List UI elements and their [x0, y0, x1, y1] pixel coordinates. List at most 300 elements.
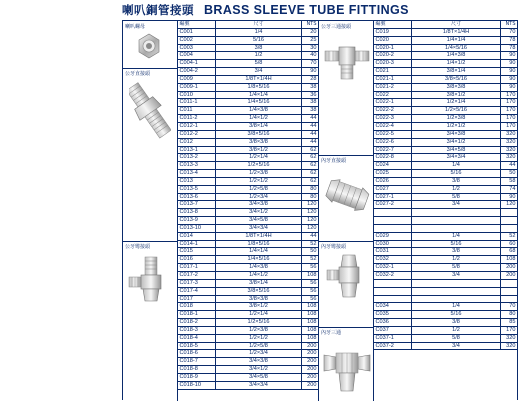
part-size: 1/4×5/16	[412, 45, 501, 52]
part-price: 108	[307, 326, 317, 333]
part-code: C031	[374, 248, 412, 255]
table-row	[374, 107, 517, 115]
part-price: 56	[310, 287, 317, 294]
part-price: 44	[310, 138, 317, 145]
part-price	[501, 217, 517, 224]
part-code: C018-9	[178, 374, 216, 381]
male-connector-image	[129, 79, 171, 145]
part-code: C014-1	[178, 241, 216, 248]
part-code: C027-2	[374, 201, 412, 208]
part-size: 1/8T×1/4H	[412, 29, 501, 36]
part-size: 3/8×3/8	[216, 139, 302, 146]
part-price: 200	[307, 366, 317, 373]
part-price: 320	[506, 342, 516, 349]
part-price: 200	[307, 373, 317, 380]
part-price: 108	[307, 319, 317, 326]
table-row	[374, 264, 517, 272]
part-price: 120	[307, 217, 317, 224]
part-code: C001	[178, 29, 216, 36]
group-label-female-tee: 內牙三通	[321, 330, 342, 336]
right-photo-column	[319, 21, 374, 401]
part-code: C004	[178, 52, 216, 59]
catalog-sheet	[122, 20, 518, 400]
part-code: C012-1	[178, 123, 216, 130]
part-code: C013-7	[178, 201, 216, 208]
part-code: C003	[178, 45, 216, 52]
table-row	[178, 264, 318, 272]
table-row	[374, 241, 517, 249]
part-code: C013-8	[178, 209, 216, 216]
group-divider	[319, 327, 374, 328]
part-code: C010	[178, 92, 216, 99]
part-price: 56	[310, 264, 317, 271]
part-code: C018	[178, 303, 216, 310]
part-price: 78	[509, 36, 516, 43]
left-parts-table	[178, 21, 318, 390]
part-size: 3/4×3/4	[412, 154, 501, 161]
table-row	[178, 154, 318, 162]
part-size: 3/8×1/2	[216, 147, 302, 154]
part-size: 3/4	[412, 201, 501, 208]
table-row	[178, 358, 318, 366]
part-size	[412, 296, 501, 303]
part-code	[374, 209, 412, 216]
part-code: C022-8	[374, 154, 412, 161]
part-size: 1/2	[412, 186, 501, 193]
table-row	[374, 335, 517, 343]
part-size: 3/4×3/8	[412, 131, 501, 138]
part-price: 120	[307, 209, 317, 216]
group-label-male-elbow: 公牙彎接頭	[125, 244, 151, 250]
part-price: 170	[506, 107, 516, 114]
table-row	[374, 233, 517, 241]
table-row	[178, 139, 318, 147]
table-row	[178, 217, 318, 225]
part-size: 1/8×5/16	[216, 84, 302, 91]
part-price: 90	[509, 83, 516, 90]
group-label-male-tee: 公牙三通接頭	[321, 24, 352, 30]
header-size: 尺寸	[216, 21, 302, 28]
part-price: 30	[310, 44, 317, 51]
part-price: 320	[506, 138, 516, 145]
part-price: 36	[310, 91, 317, 98]
part-code	[374, 296, 412, 303]
part-size: 1/4×3/8	[216, 264, 302, 271]
group-divider	[319, 155, 374, 156]
part-size: 1/2×3/4	[216, 194, 302, 201]
table-row	[374, 248, 517, 256]
table-row	[178, 76, 318, 84]
part-size: 1/8T×1/4H	[216, 233, 302, 240]
part-size: 3/8×5/16	[216, 288, 302, 295]
male-elbow-image	[127, 253, 173, 305]
part-code: C037	[374, 327, 412, 334]
part-size: 1/4×5/16	[216, 99, 302, 106]
left-catalog-half	[123, 21, 319, 401]
header-nts: NTS	[306, 21, 317, 27]
part-price: 108	[307, 334, 317, 341]
table-row	[178, 366, 318, 374]
table-row	[178, 107, 318, 115]
part-size: 1/4	[216, 29, 302, 36]
table-row	[374, 256, 517, 264]
part-size: 3/4×1/2	[216, 366, 302, 373]
part-size: 3/8	[216, 45, 302, 52]
table-row	[178, 29, 318, 37]
table-row	[178, 115, 318, 123]
part-size: 1/4×5/16	[216, 256, 302, 263]
table-header	[374, 21, 517, 29]
part-price: 40	[310, 52, 317, 59]
table-row	[374, 147, 517, 155]
part-code	[374, 280, 412, 287]
table-row	[374, 217, 517, 225]
part-price	[501, 296, 517, 303]
part-price: 68	[509, 248, 516, 255]
group-label-female-connector: 內牙直接頭	[321, 158, 347, 164]
table-row	[178, 248, 318, 256]
part-code: C037-2	[374, 343, 412, 350]
table-row	[178, 84, 318, 92]
part-size: 3/4×5/8	[216, 217, 302, 224]
part-code: C013	[178, 178, 216, 185]
part-size: 1/2	[412, 256, 501, 263]
part-size: 5/16	[412, 170, 501, 177]
part-price: 62	[310, 170, 317, 177]
part-code: C022-3	[374, 115, 412, 122]
part-price: 50	[310, 248, 317, 255]
table-row	[178, 186, 318, 194]
part-code: C018-10	[178, 382, 216, 389]
part-code: C009	[178, 76, 216, 83]
part-price: 70	[509, 303, 516, 310]
part-size: 3/4	[412, 343, 501, 350]
part-code: C013-2	[178, 154, 216, 161]
table-row	[178, 311, 318, 319]
part-price: 44	[310, 232, 317, 239]
part-price: 62	[310, 177, 317, 184]
table-row	[374, 343, 517, 351]
part-code: C004-1	[178, 60, 216, 67]
part-price	[501, 225, 517, 232]
part-size: 1/8T×1/4H	[216, 76, 302, 83]
part-code: C026	[374, 178, 412, 185]
part-code: C017	[178, 296, 216, 303]
part-price: 74	[509, 185, 516, 192]
table-row	[374, 225, 517, 233]
part-price: 70	[509, 28, 516, 35]
part-price	[501, 209, 517, 216]
table-row	[178, 303, 318, 311]
part-size: 1/2×3/8	[412, 115, 501, 122]
table-row	[178, 343, 318, 351]
part-size: 1/4×1/4	[216, 248, 302, 255]
table-row	[178, 123, 318, 131]
part-size: 1/2×5/16	[216, 319, 302, 326]
part-code: C020-2	[374, 52, 412, 59]
part-price: 320	[506, 334, 516, 341]
part-price: 60	[509, 240, 516, 247]
part-code: C012-2	[178, 131, 216, 138]
table-row	[178, 194, 318, 202]
group-label-male-connector: 公牙直接頭	[125, 71, 151, 77]
part-code: C018-2	[178, 319, 216, 326]
table-row	[374, 60, 517, 68]
part-size: 3/4	[412, 272, 501, 279]
table-row	[178, 382, 318, 390]
part-size: 3/8	[412, 319, 501, 326]
part-price: 78	[509, 44, 516, 51]
part-size: 1/2×5/16	[216, 162, 302, 169]
part-code: C036	[374, 319, 412, 326]
table-row	[374, 139, 517, 147]
part-size: 5/8	[412, 194, 501, 201]
part-code: C013-3	[178, 162, 216, 169]
table-header	[178, 21, 318, 29]
header-code: 編號	[374, 21, 412, 28]
part-price: 108	[307, 272, 317, 278]
table-row	[178, 92, 318, 100]
table-row	[178, 37, 318, 45]
part-code: C013-4	[178, 170, 216, 177]
part-size: 3/8×1/4	[412, 68, 501, 75]
part-code: C020	[374, 37, 412, 44]
part-size: 1/2×3/4	[216, 350, 302, 357]
part-size	[412, 209, 501, 216]
table-row	[374, 99, 517, 107]
part-size: 5/8	[412, 335, 501, 342]
table-row	[374, 76, 517, 84]
part-price: 90	[509, 52, 516, 59]
part-code: C016	[178, 256, 216, 263]
table-row	[178, 178, 318, 186]
part-size: 1/8×5/16	[216, 241, 302, 248]
part-size	[412, 217, 501, 224]
part-price: 56	[310, 279, 317, 286]
part-code: C002	[178, 37, 216, 44]
flare-nut-image	[133, 30, 165, 62]
part-code: C024	[374, 162, 412, 169]
table-row	[374, 29, 517, 37]
part-price: 52	[310, 256, 317, 263]
part-size: 5/16	[412, 311, 501, 318]
part-code: C021-1	[374, 76, 412, 83]
part-size: 1/2×1/2	[412, 123, 501, 130]
part-size: 3/8×5/16	[412, 76, 501, 83]
part-code: C018-5	[178, 343, 216, 350]
table-row	[178, 233, 318, 241]
table-row	[178, 60, 318, 68]
part-price: 85	[509, 319, 516, 326]
header-size: 尺寸	[412, 21, 501, 28]
header-code: 編號	[178, 21, 216, 28]
part-size: 3/4×3/4	[216, 382, 302, 389]
part-size: 3/4×5/8	[412, 147, 501, 154]
part-code: C027	[374, 186, 412, 193]
part-size: 3/4×1/2	[216, 209, 302, 216]
part-code: C022-1	[374, 99, 412, 106]
part-price: 200	[307, 350, 317, 357]
table-row	[374, 288, 517, 296]
table-row	[178, 45, 318, 53]
part-size: 3/4×3/8	[216, 358, 302, 365]
table-row	[374, 84, 517, 92]
part-code: C022-6	[374, 139, 412, 146]
part-price: 62	[310, 146, 317, 153]
part-code: C017-3	[178, 280, 216, 287]
table-row	[374, 319, 517, 327]
part-price: 320	[506, 130, 516, 137]
part-price: 80	[509, 311, 516, 318]
table-row	[374, 162, 517, 170]
part-size: 1/4×1/2	[412, 60, 501, 67]
table-row	[178, 68, 318, 76]
table-row	[178, 327, 318, 335]
part-size: 3/8×1/4	[216, 280, 302, 287]
female-tee-image	[322, 341, 372, 395]
part-size: 3/4×3/8	[216, 201, 302, 208]
part-size: 3/8×1/4	[216, 123, 302, 130]
part-code: C013-6	[178, 194, 216, 201]
table-row	[374, 296, 517, 304]
part-size: 1/2×1/2	[216, 178, 302, 185]
table-row	[178, 374, 318, 382]
table-row	[374, 45, 517, 53]
part-code: C022-2	[374, 107, 412, 114]
part-size: 1/2	[412, 327, 501, 334]
part-size: 1/2×1/2	[216, 335, 302, 342]
part-size: 3/8×1/2	[412, 92, 501, 99]
part-price: 44	[310, 130, 317, 137]
part-size: 1/2×3/8	[216, 170, 302, 177]
part-code: C032-1	[374, 264, 412, 271]
part-price: 170	[506, 99, 516, 106]
part-price: 200	[307, 381, 317, 388]
part-price: 62	[310, 154, 317, 161]
part-size: 1/4×3/8	[412, 52, 501, 59]
table-row	[374, 68, 517, 76]
table-row	[374, 311, 517, 319]
table-row	[374, 272, 517, 280]
part-size: 3/8×1/2	[216, 303, 302, 310]
part-price: 120	[307, 224, 317, 231]
table-row	[178, 170, 318, 178]
part-size: 1/4×1/2	[216, 115, 302, 122]
part-price: 50	[509, 170, 516, 177]
part-size	[412, 280, 501, 287]
part-price: 58	[509, 177, 516, 184]
part-price: 320	[506, 146, 516, 153]
part-price: 44	[509, 162, 516, 169]
female-connector-image	[323, 173, 371, 219]
part-price: 170	[506, 91, 516, 98]
part-price: 200	[506, 272, 516, 278]
part-size	[412, 225, 501, 232]
part-price: 120	[307, 201, 317, 208]
part-code: C012	[178, 139, 216, 146]
table-row	[178, 99, 318, 107]
part-price: 120	[506, 201, 516, 208]
table-row	[374, 131, 517, 139]
part-code: C022-4	[374, 123, 412, 130]
page-title	[122, 2, 409, 18]
table-row	[178, 162, 318, 170]
part-code: C021-2	[374, 84, 412, 91]
part-price: 62	[310, 162, 317, 169]
table-row	[374, 52, 517, 60]
table-row	[178, 256, 318, 264]
part-code: C029	[374, 233, 412, 240]
part-code: C013-5	[178, 186, 216, 193]
part-size	[412, 288, 501, 295]
table-row	[374, 186, 517, 194]
part-code	[374, 217, 412, 224]
part-size: 1/4×1/4	[412, 37, 501, 44]
table-row	[374, 154, 517, 162]
part-price: 52	[310, 240, 317, 247]
part-code: C021	[374, 68, 412, 75]
part-size: 1/2×1/4	[216, 311, 302, 318]
table-row	[374, 178, 517, 186]
part-code: C013-9	[178, 217, 216, 224]
part-size: 1/4	[412, 233, 501, 240]
part-code: C035	[374, 311, 412, 318]
part-size: 5/8	[216, 60, 302, 67]
right-catalog-half	[319, 21, 517, 401]
table-row	[178, 280, 318, 288]
part-code: C015	[178, 248, 216, 255]
part-price: 80	[310, 185, 317, 192]
part-size: 5/16	[412, 241, 501, 248]
part-code: C022-5	[374, 131, 412, 138]
part-code: C018-3	[178, 327, 216, 334]
part-code: C013-1	[178, 147, 216, 154]
table-row	[374, 201, 517, 209]
table-row	[178, 209, 318, 217]
male-tee-image	[323, 33, 371, 83]
part-size: 1/4×1/2	[216, 272, 302, 279]
part-price: 320	[506, 154, 516, 161]
part-size: 3/4×5/8	[216, 374, 302, 381]
table-row	[374, 115, 517, 123]
table-row	[178, 147, 318, 155]
part-price: 52	[509, 232, 516, 239]
group-divider	[123, 68, 178, 69]
part-size: 3/8×3/8	[216, 296, 302, 303]
part-size: 1/4×3/8	[216, 107, 302, 114]
table-row	[374, 209, 517, 217]
part-code: C020-1	[374, 45, 412, 52]
part-code: C013-10	[178, 225, 216, 232]
part-price: 38	[310, 107, 317, 114]
group-divider	[123, 241, 178, 242]
part-size: 1/2×1/4	[412, 99, 501, 106]
part-code: C017-1	[178, 264, 216, 271]
group-divider	[319, 241, 374, 242]
part-code: C011-1	[178, 99, 216, 106]
part-size: 1/2×5/16	[412, 107, 501, 114]
table-row	[178, 288, 318, 296]
part-code: C011	[178, 107, 216, 114]
table-row	[178, 201, 318, 209]
title-english: BRASS SLEEVE TUBE FITTINGS	[204, 3, 409, 17]
part-size: 1/4	[412, 303, 501, 310]
table-row	[374, 37, 517, 45]
part-code: C034	[374, 303, 412, 310]
table-row	[374, 327, 517, 335]
table-row	[178, 241, 318, 249]
part-code: C018-4	[178, 335, 216, 342]
